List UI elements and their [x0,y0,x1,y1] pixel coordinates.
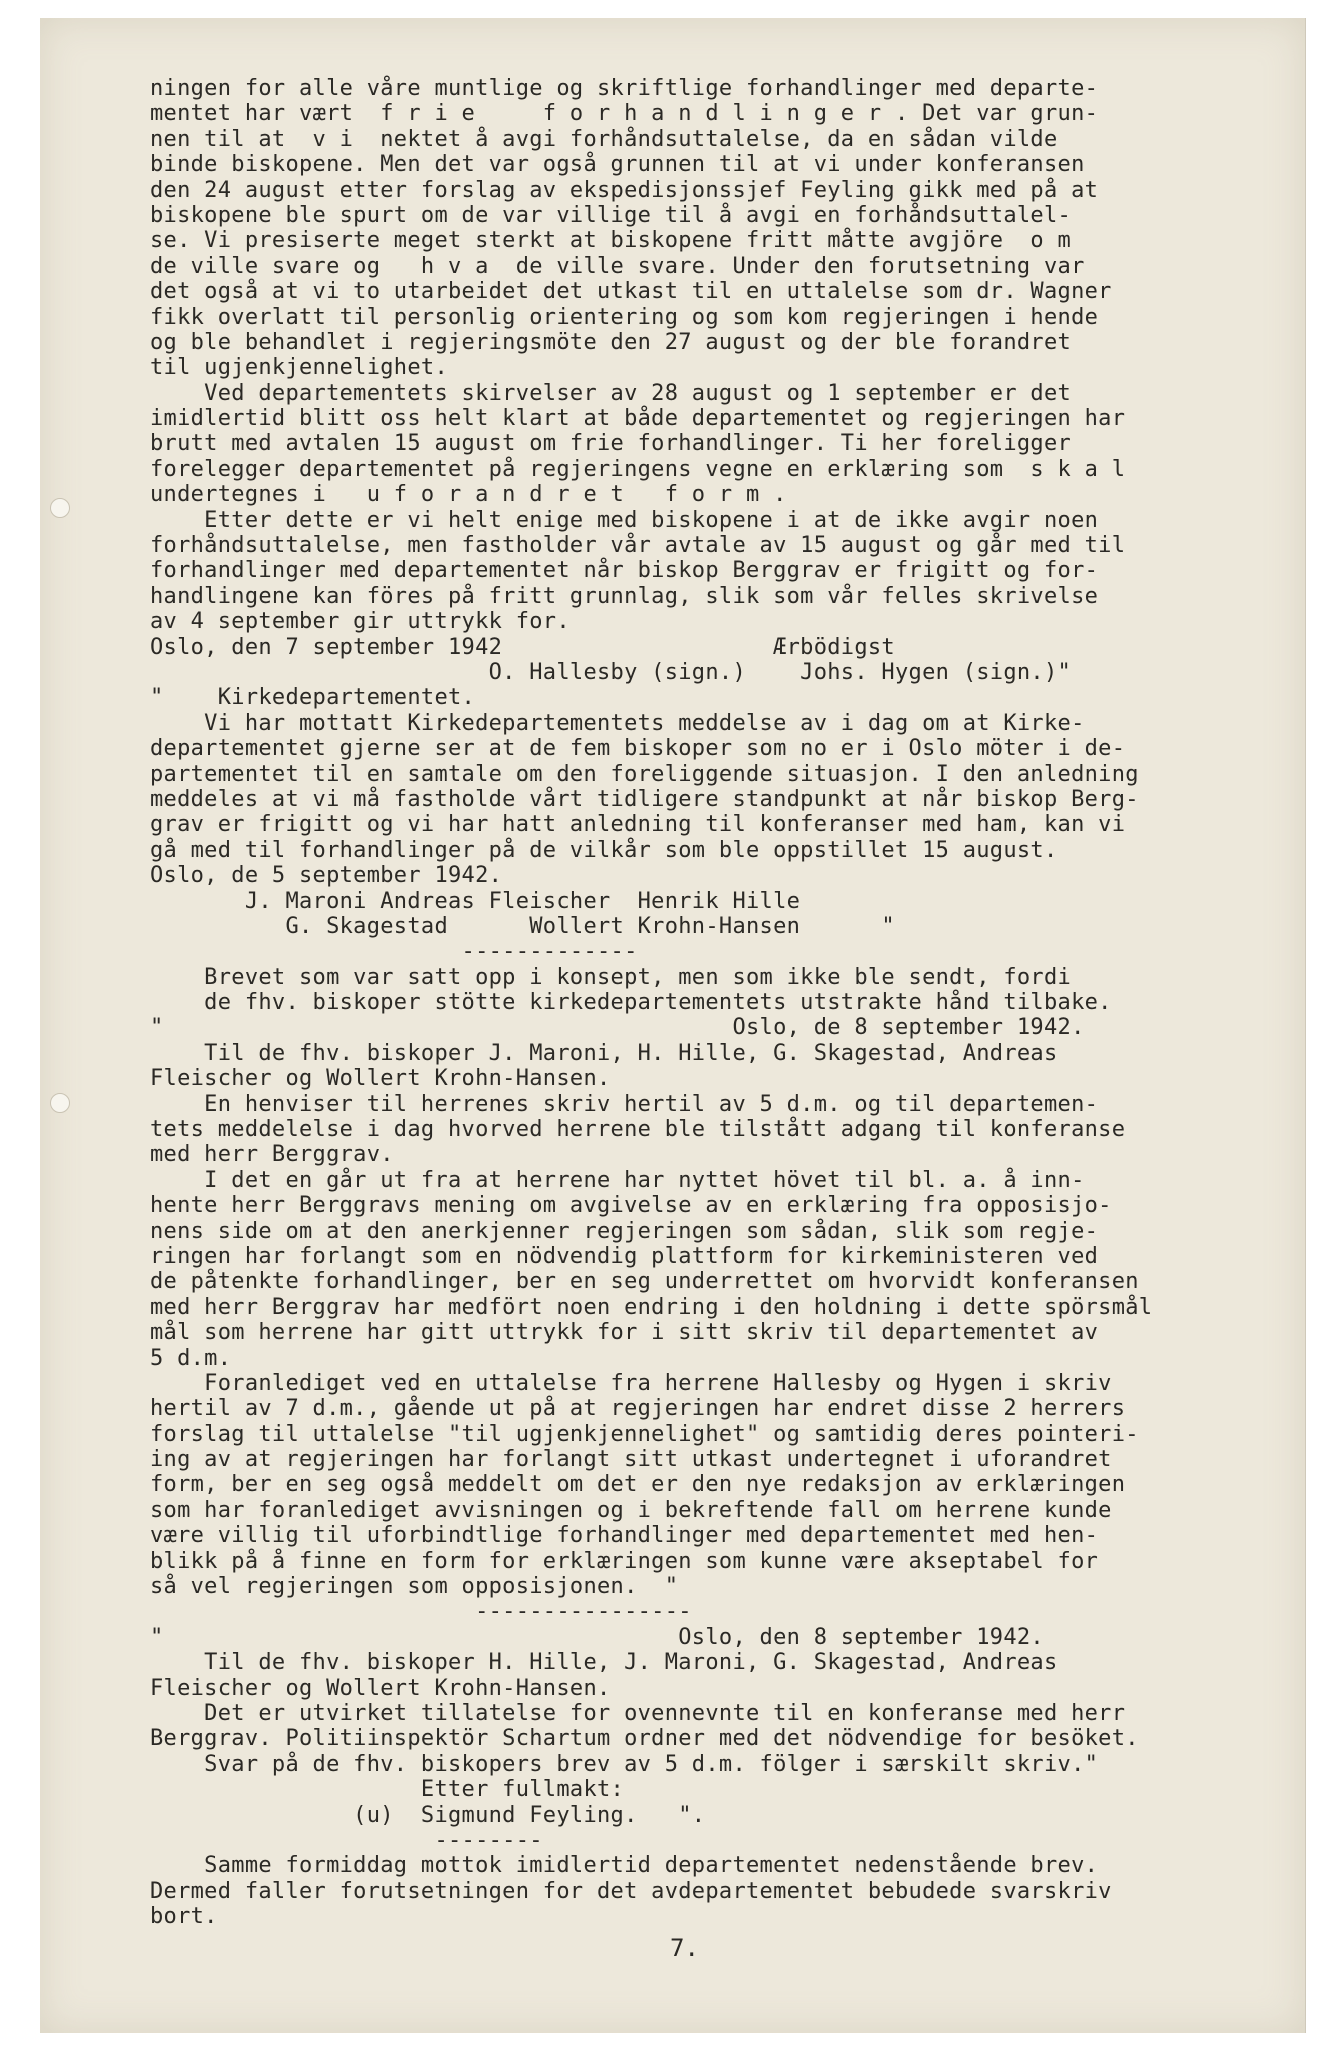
text-line: Etter dette er vi helt enige med biskopene i at de ikke avgir noen [150,507,1099,533]
text-line: O. Hallesby (sign.) Johs. Hygen (sign.)" [150,659,1072,685]
text-line: de ville svare og h v a de ville svare. Under den forutsetning var [150,253,1085,279]
text-line: handlingene kan föres på fritt grunnlag, slik som vår felles skrivelse [150,583,1099,609]
text-line: undertegnes i u f o r a n d r e t f o r m . [150,482,787,508]
text-line: G. Skagestad Wollert Krohn-Hansen " [150,913,895,939]
punch-hole [50,498,70,518]
text-line: nen til at v i nektet å avgi forhåndsuttalelse, da en sådan vilde [150,126,1058,152]
text-line: hente herr Berggravs mening om avgivelse av en erklæring fra opposisjo- [150,1193,1112,1219]
text-line: Etter fullmakt: [150,1777,625,1803]
text-line: Ved departementets skirvelser av 28 august og 1 september er det [150,380,1072,406]
text-line: " Oslo, de 8 september 1942. [150,1015,1085,1041]
text-line: Dermed faller forutsetningen for det avdepartementet bebudede svarskriv [150,1878,1112,1904]
text-line: hertil av 7 d.m., gående ut på at regjeringen har endret disse 2 herrers [150,1396,1126,1422]
text-line: I det en går ut fra at herrene har nyttet hövet til bl. a. å inn- [150,1167,1085,1193]
text-line: ---------------- [150,1599,692,1625]
text-line: grav er frigitt og vi har hatt anledning til konferanser med ham, kan vi [150,812,1126,838]
text-line: Foranlediget ved en uttalelse fra herrene Hallesby og Hygen i skriv [150,1370,1112,1396]
text-line: Til de fhv. biskoper H. Hille, J. Maroni, G. Skagestad, Andreas [150,1650,1058,1676]
text-line: bort. [150,1904,218,1930]
text-line: forslag til uttalelse "til ugjenkjennelighet" og samtidig deres pointeri- [150,1421,1139,1447]
text-line: forhandlinger med departementet når biskop Berggrav er frigitt og for- [150,558,1099,584]
text-line: -------- [150,1827,543,1853]
text-line: departementet gjerne ser at de fem biskoper som no er i Oslo möter i de- [150,736,1126,762]
text-line: de fhv. biskoper stötte kirkedepartementets utstrakte hånd tilbake. [150,990,1112,1016]
text-line: En henviser til herrenes skriv hertil av 5 d.m. og til departemen- [150,1091,1099,1117]
text-line: til ugjenkjennelighet. [150,355,448,381]
text-line: meddeles at vi må fastholde vårt tidligere standpunkt at når biskop Berg- [150,786,1139,812]
text-line: " Oslo, den 8 september 1942. [150,1624,1044,1650]
text-line: mål som herrene har gitt uttrykk for i sitt skriv til departementet av [150,1320,1099,1346]
text-line: og ble behandlet i regjeringsmöte den 27 august og der ble forandret [150,329,1072,355]
text-line: Vi har mottatt Kirkedepartementets meddelse av i dag om at Kirke- [150,710,1085,736]
page-number: 7. [670,1934,699,1962]
text-line: binde biskopene. Men det var også grunnen til at vi under konferansen [150,152,1085,178]
text-line: de påtenkte forhandlinger, ber en seg underrettet om hvorvidt konferansen [150,1269,1139,1295]
text-line: blikk på å finne en form for erklæringen som kunne være akseptabel for [150,1548,1099,1574]
text-line: Svar på de fhv. biskopers brev av 5 d.m. fölger i særskilt skriv." [150,1751,1099,1777]
text-line: biskopene ble spurt om de var villige til å avgi en forhåndsuttalel- [150,202,1072,228]
text-line: forhåndsuttalelse, men fastholder vår avtale av 15 august og går med til [150,533,1126,559]
text-line: 5 d.m. [150,1345,232,1371]
text-line: brutt med avtalen 15 august om frie forhandlinger. Ti her foreligger [150,431,1072,457]
text-line: ------------- [150,939,638,965]
text-line: mentet har vært f r i e f o r h a n d l i n g e r . Det var grun- [150,101,1099,127]
text-line: det også at vi to utarbeidet det utkast til en uttalelse som dr. Wagner [150,279,1112,305]
text-line: så vel regjeringen som opposisjonen. " [150,1574,679,1600]
text-line: ing av at regjeringen har forlangt sitt utkast undertegnet i uforandret [150,1447,1112,1473]
text-line: Oslo, de 5 september 1942. [150,863,503,889]
text-line: J. Maroni Andreas Fleischer Henrik Hille [150,888,801,914]
text-line: Fleischer og Wollert Krohn-Hansen. [150,1675,611,1701]
text-line: imidlertid blitt oss helt klart at både departementet og regjeringen har [150,406,1126,432]
text-line: Berggrav. Politiinspektör Schartum ordner med det nödvendige for besöket. [150,1726,1139,1752]
text-line: som har foranlediget avvisningen og i bekreftende fall om herrene kunde [150,1497,1112,1523]
text-line: Samme formiddag mottok imidlertid departementet nedenstående brev. [150,1853,1099,1879]
text-line: form, ber en seg også meddelt om det er den nye redaksjon av erklæringen [150,1472,1126,1498]
text-line: se. Vi presiserte meget sterkt at biskopene fritt måtte avgjöre o m [150,228,1072,254]
text-line: partementet til en samtale om den foreliggende situasjon. I den anledning [150,761,1139,787]
text-line: med herr Berggrav. [150,1142,394,1168]
text-line: nens side om at den anerkjenner regjeringen som sådan, slik som regje- [150,1218,1099,1244]
text-line: fikk overlatt til personlig orientering og som kom regjeringen i hende [150,304,1099,330]
text-line: med herr Berggrav har medfört noen endring i den holdning i dette spörsmål [150,1294,1153,1320]
text-line: Til de fhv. biskoper J. Maroni, H. Hille, G. Skagestad, Andreas [150,1040,1058,1066]
text-line: Fleischer og Wollert Krohn-Hansen. [150,1066,611,1092]
text-line: av 4 september gir uttrykk for. [150,609,570,635]
text-line: Oslo, den 7 september 1942 Ærbödigst [150,634,895,660]
punch-hole [50,1093,70,1113]
text-line: Brevet som var satt opp i konsept, men som ikke ble sendt, fordi [150,964,1072,990]
text-line: Det er utvirket tillatelse for ovennevnte til en konferanse med herr [150,1701,1126,1726]
text-line: (u) Sigmund Feyling. ". [150,1802,706,1828]
text-line: være villig til uforbindtlige forhandlinger med departementet med hen- [150,1523,1099,1549]
text-line: ringen har forlangt som en nödvendig plattform for kirkeministeren ved [150,1243,1099,1269]
text-line: " Kirkedepartementet. [150,685,476,711]
text-line: tets meddelelse i dag hvorved herrene ble tilstått adgang til konferanse [150,1117,1126,1143]
text-line: gå med til forhandlinger på de vilkår som ble oppstillet 15 august. [150,837,1058,863]
text-line: forelegger departementet på regjeringens vegne en erklæring som s k a l [150,456,1126,482]
typewritten-body [150,76,1280,1930]
text-line: ningen for alle våre muntlige og skriftlige forhandlinger med departe- [150,76,1099,101]
text-line: den 24 august etter forslag av ekspedisjonssjef Feyling gikk med på at [150,177,1099,203]
